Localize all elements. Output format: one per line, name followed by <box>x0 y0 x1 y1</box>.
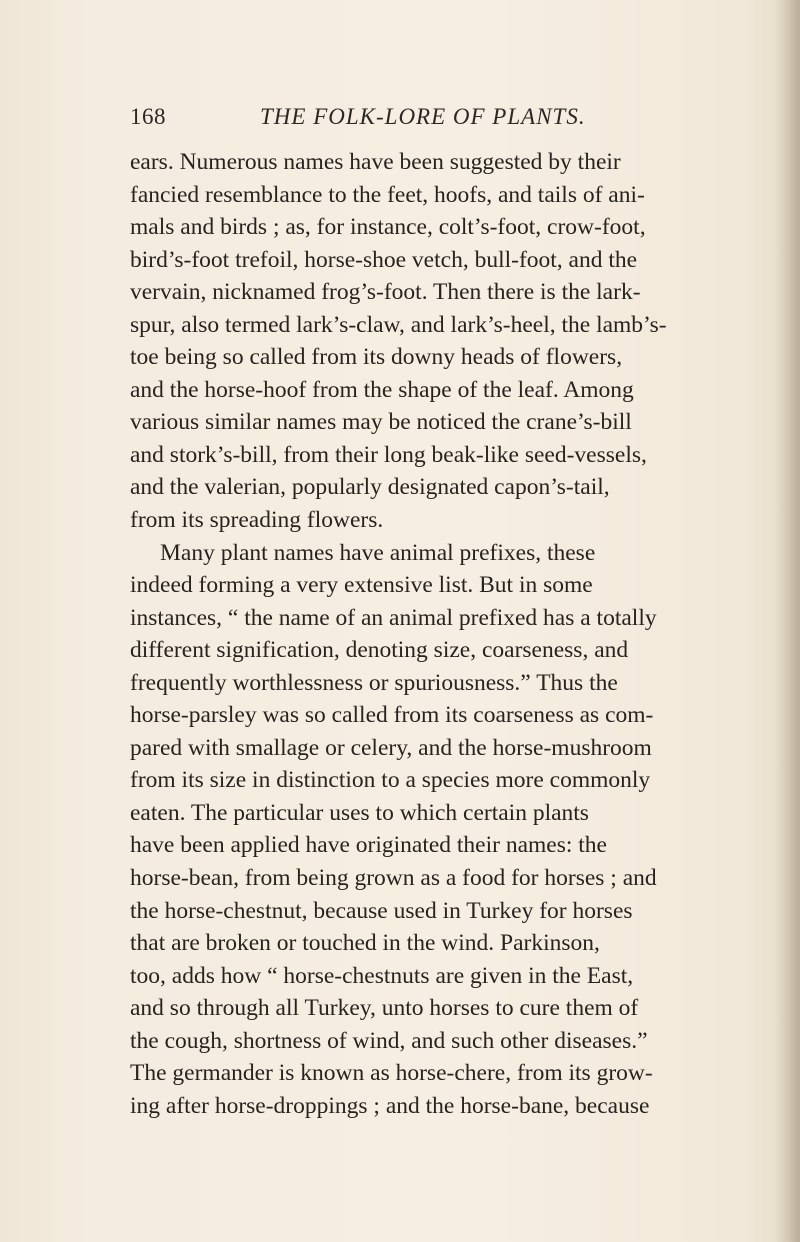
text-line-paragraph-start: Many plant names have animal prefixes, these <box>160 539 596 566</box>
page-header <box>130 104 610 138</box>
text-line: vervain, nicknamed frog’s-foot. Then there is the lark- <box>130 279 641 306</box>
text-line: the horse-chestnut, because used in Turkey for horses <box>130 897 633 924</box>
running-title: THE FOLK-LORE OF PLANTS. <box>260 104 586 129</box>
text-line: too, adds how “ horse-chestnuts are given in the East, <box>130 962 634 989</box>
text-line: the cough, shortness of wind, and such other diseases.” <box>130 1027 648 1054</box>
text-line: indeed forming a very extensive list. But in some <box>130 572 593 599</box>
text-line: and the horse-hoof from the shape of the leaf. Among <box>130 376 634 403</box>
text-line: have been applied have originated their names: the <box>130 832 607 859</box>
text-line: various similar names may be noticed the crane’s-bill <box>130 409 632 436</box>
text-line: horse-bean, from being grown as a food for horses ; and <box>130 865 657 892</box>
text-line: bird’s-foot trefoil, horse-shoe vetch, bull-foot, and the <box>130 246 638 273</box>
text-line: spur, also termed lark’s-claw, and lark’s-heel, the lamb’s- <box>130 311 667 338</box>
text-line: mals and birds ; as, for instance, colt’s-foot, crow-foot, <box>130 214 646 241</box>
text-line: pared with smallage or celery, and the horse-mushroom <box>130 734 652 761</box>
page-edge-shadow <box>774 0 800 1242</box>
text-line: instances, “ the name of an animal prefixed has a totally <box>130 604 657 631</box>
text-line: and the valerian, popularly designated capon’s-tail, <box>130 474 610 501</box>
text-line: different signification, denoting size, coarseness, and <box>130 637 629 664</box>
text-line: ears. Numerous names have been suggested by their <box>130 149 621 175</box>
text-line: The germander is known as horse-chere, from its grow- <box>130 1060 653 1087</box>
page-number: 168 <box>130 104 166 129</box>
text-line: and stork’s-bill, from their long beak-like seed-vessels, <box>130 441 647 468</box>
text-line: horse-parsley was so called from its coarseness as com- <box>130 702 654 729</box>
text-line: toe being so called from its downy heads of flowers, <box>130 344 623 371</box>
text-line: and so through all Turkey, unto horses to cure them of <box>130 995 639 1022</box>
text-line: frequently worthlessness or spuriousness.” Thus the <box>130 669 618 696</box>
text-line: from its size in distinction to a species more commonly <box>130 767 651 794</box>
text-line: eaten. The particular uses to which certain plants <box>130 799 589 826</box>
text-line: fancied resemblance to the feet, hoofs, and tails of ani- <box>130 181 645 208</box>
body-text <box>130 146 750 1122</box>
text-line: that are broken or touched in the wind. Parkinson, <box>130 930 600 957</box>
text-line: ing after horse-droppings ; and the horse-bane, because <box>130 1092 650 1119</box>
text-line: from its spreading flowers. <box>130 507 384 534</box>
